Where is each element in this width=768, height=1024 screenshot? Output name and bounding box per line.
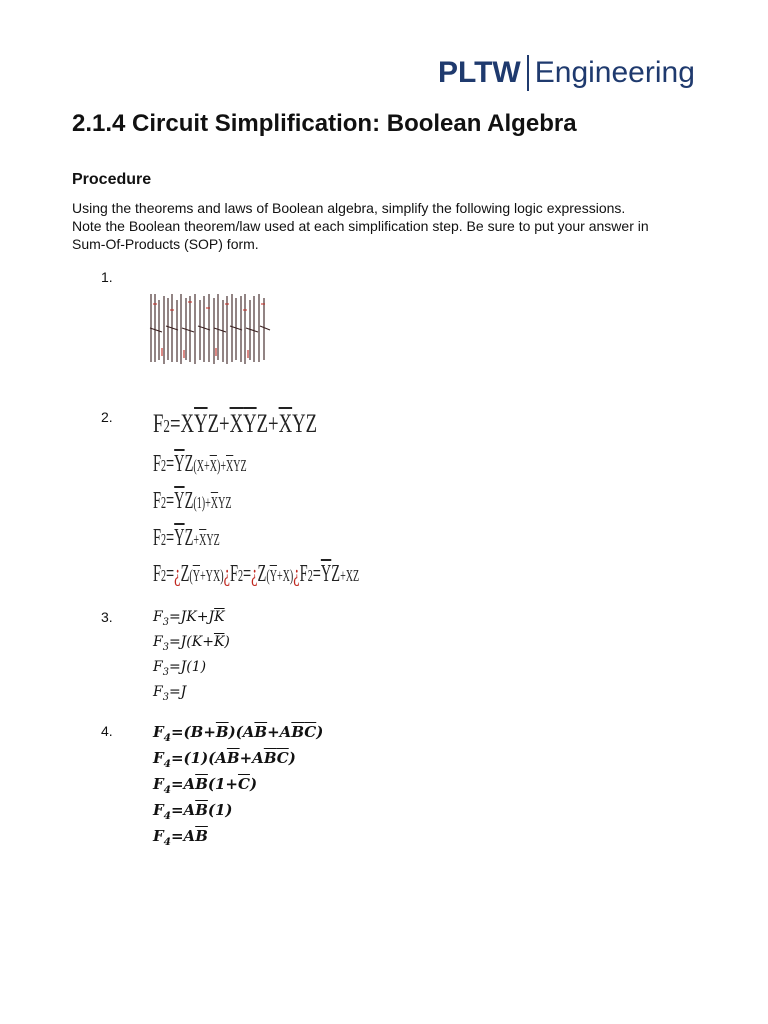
equation-line: $F2=¿Z(\overline{Y}+YX)¿F2=¿Z(\overline{Y}+X)¿F2=\overline{Y}Z+XZ$ [153, 561, 360, 587]
equation-line: $F_3=JK+J\overline{K}$ [153, 609, 225, 628]
equation-line: $F2=\overline{Y}Z(1)+\overline{X}YZ$ [153, 488, 232, 514]
equation-line: $F_3=J(K+\overline{K})$ [153, 634, 230, 653]
equation-line: $F2=\overline{Y}Z(X+\overline{X})+\overline{X}YZ$ [153, 451, 247, 477]
logo-product: Engineering [534, 56, 695, 89]
equation-line: $F2=\overline{Y}Z+\overline{X}YZ$ [153, 525, 220, 551]
equation-line: $F_4=(1)(A\overline{B}+A\overline{B}\overline{C})$ [153, 749, 296, 770]
equation-line: $F_4=A\overline{B}(1)$ [153, 801, 233, 822]
equation-line: $F_4=A\overline{B}$ [153, 827, 208, 848]
instructions [72, 199, 702, 253]
problem-number: 4. [101, 723, 113, 739]
instructions-line: Using the theorems and laws of Boolean algebra, simplify the following logic expressions. [72, 200, 626, 216]
equation-line: $F_3=J$ [153, 684, 187, 703]
page-title: 2.1.4 Circuit Simplification: Boolean Algebra [72, 110, 577, 137]
problem-number: 2. [101, 409, 113, 425]
logo-brand: PLTW [438, 56, 521, 89]
equation-line: $F_4=A\overline{B}(1+\overline{C})$ [153, 775, 258, 796]
pltw-engineering-logo [438, 52, 695, 94]
equation-line: $F2=X\overline{Y}Z+\overline{X}\overline{Y}Z+\overline{X}YZ$ [153, 409, 318, 438]
problem-number: 3. [101, 609, 113, 625]
instructions-line: Note the Boolean theorem/law used at each simplification step. Be sure to put your answer in [72, 218, 649, 234]
equation-line: $F_4=(B+\overline{B})(A\overline{B}+A\overline{B}\overline{C})$ [153, 723, 324, 744]
problem-number: 1. [101, 269, 113, 285]
garbled-equation-image [148, 290, 272, 368]
instructions-line: Sum-Of-Products (SOP) form. [72, 236, 259, 252]
logo-divider [527, 55, 529, 91]
equation-line: $F_3=J(1)$ [153, 659, 207, 678]
section-heading: Procedure [72, 171, 152, 188]
